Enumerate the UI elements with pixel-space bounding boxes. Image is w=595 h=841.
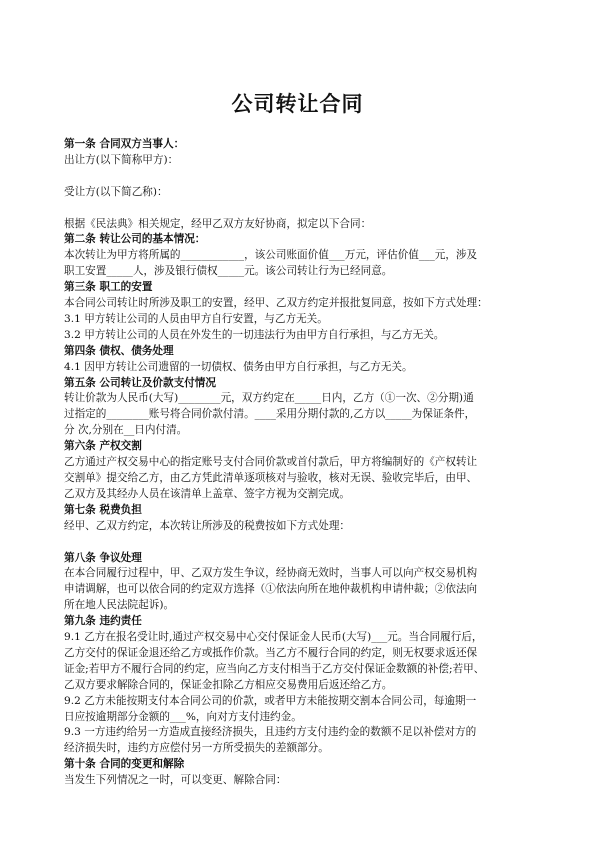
article-heading: 第十条 合同的变更和解除 [64,758,185,771]
body-line: 受让方(以下简乙称)： [64,185,168,198]
article-heading: 第二条 转让公司的基本情况： [64,233,206,246]
body-line: 所在地人民法院起诉)。 [64,599,175,612]
body-line: 3.1 甲方转让公司的人员由甲方自行安置，与乙方无关。 [64,312,328,325]
body-line: 职工安置_____人，涉及银行债权_____元。该公司转让行为已经同意。 [64,265,393,278]
blank-line [64,535,534,551]
body-line: 分 次,分别在__日内付清。 [64,424,188,437]
article-heading: 第六条 产权交割 [64,440,142,453]
body-line: 经甲、乙双方约定，本次转让所涉及的税费按如下方式处理： [64,519,351,532]
body-line: 在本合同履行过程中，甲、乙双方发生争议，经协商无效时，当事人可以向产权交易机构 [64,567,478,580]
body-line: 乙方通过产权交易中心的指定账号支付合同价款或首付款后，甲方将编制好的《产权转让 [64,456,478,469]
body-line: 本合同公司转让时所涉及职工的安置，经甲、乙双方约定并报批复同意，按如下方式处理： [64,297,488,310]
body-line: 出让方(以下简称甲方)： [64,153,179,166]
body-line: 乙双方要求解除合同的，保证金扣除乙方相应交易费用后返还给乙方。 [64,678,393,691]
article-heading: 第八条 争议处理 [64,551,142,564]
body-line: 当发生下列情况之一时，可以变更、解除合同： [64,774,287,787]
body-line: 9.1 乙方在报名受让时,通过产权交易中心交付保证金人民币(大写)___元。当合同履行后， [64,631,483,644]
body-line: 4.1 因甲方转让公司遗留的一切债权、债务由甲方自行承担，与乙方无关。 [64,360,413,373]
blank-line [64,201,534,217]
blank-line [64,169,534,185]
body-line: 乙方交付的保证金退还给乙方或抵作价款。当乙方不履行合同的约定，则无权要求返还保 [64,646,478,659]
body-line: 经济损失时，违约方应偿付另一方所受损失的差额部分。 [64,742,329,755]
body-line: 申请调解，也可以依合同的约定双方选择（①依法向所在地仲裁机构申请仲裁；②依法向 [64,583,478,596]
body-line: 交割单》提交给乙方，由乙方凭此清单逐项核对与验收，核对无误、验收完毕后，由甲、 [64,472,478,484]
body-line: 乙双方及其经办人员在该清单上盖章、签字方视为交割完成。 [64,487,351,500]
article-heading: 第五条 公司转让及价款支付情况 [64,376,216,389]
article-heading: 第七条 税费负担 [64,503,142,516]
body-line: 根据《民法典》相关规定，经甲乙双方友好协商，拟定以下合同： [64,217,372,230]
body-line: 日应按逾期部分金额的___%，向对方支付违约金。 [64,710,302,723]
body-line: 3.2 甲方转让公司的人员在外发生的一切违法行为由甲方自行承担，与乙方无关。 [64,328,445,341]
article-heading: 第九条 违约责任 [64,615,142,628]
article-heading: 第四条 债权、债务处理 [64,344,174,357]
body-line: 本次转让为甲方将所属的____________，该公司账面价值___万元，评估价值___元，涉及 [64,249,478,262]
body-line: 9.2 乙方未能按期支付本合同公司的价款，或者甲方未能按期交割本合同公司，每逾期一 [64,694,477,707]
body-line: 过指定的________账号将合同价款付清。____采用分期付款的,乙方以_____为保证条件， [64,408,476,421]
article-heading: 第一条 合同双方当事人： [64,138,185,150]
document-body [64,137,534,789]
body-line: 转让价款为人民币(大写)________元，双方约定在_____日内，乙方（①一次、②分期)通 [64,392,474,405]
article-heading: 第三条 职工的安置 [64,281,153,294]
document-title: 公司转让合同 [231,92,364,116]
body-line: 证金;若甲方不履行合同的约定，应当向乙方支付相当于乙方交付保证金数额的补偿;若甲、 [64,662,485,675]
body-line: 9.3 一方违约给另一方造成直接经济损失，且违约方支付违约金的数额不足以补偿对方的 [64,726,477,739]
